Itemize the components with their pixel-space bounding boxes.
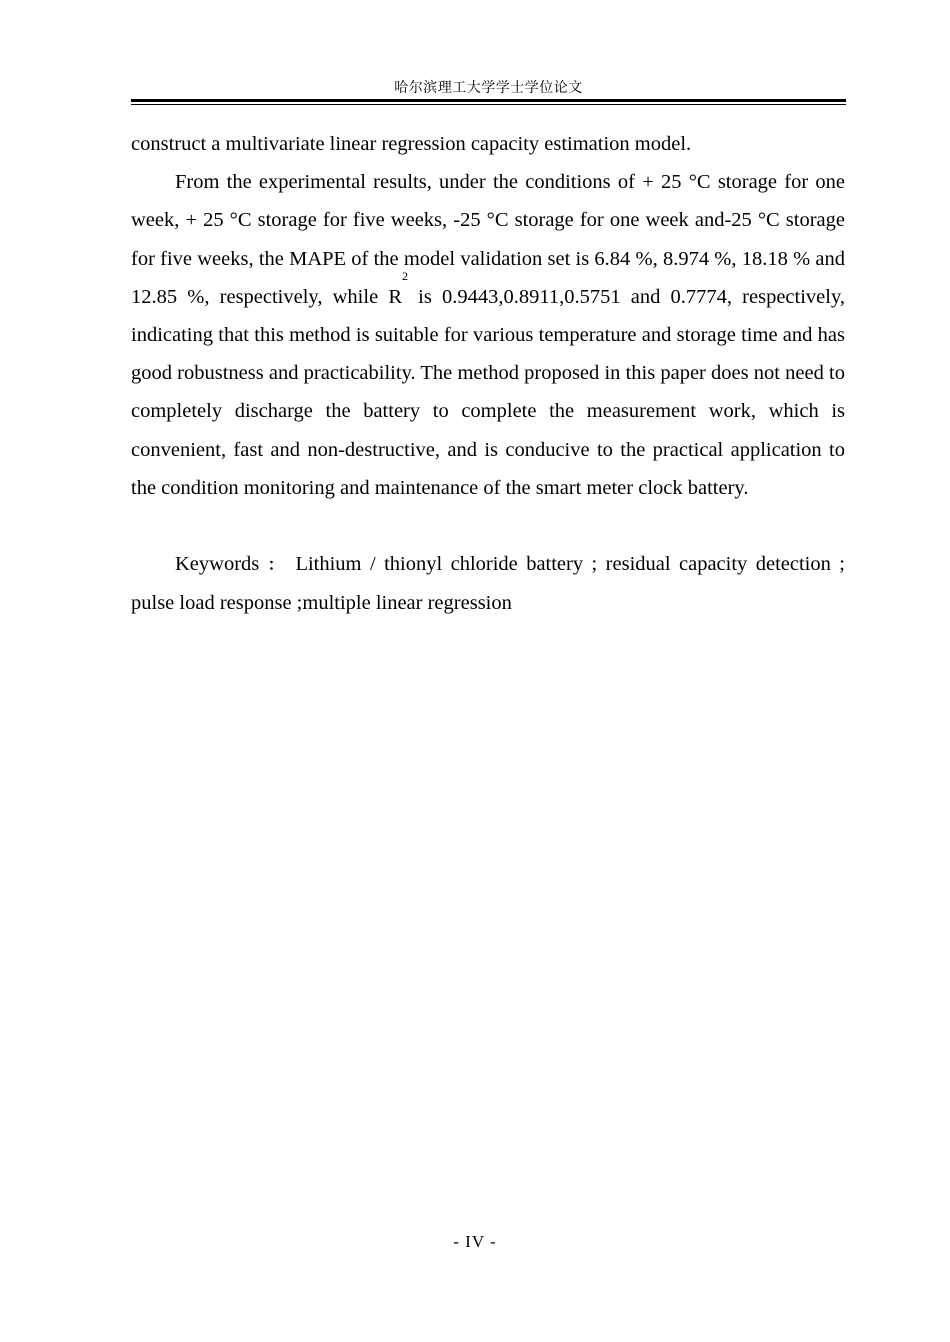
- paragraph-results: [131, 163, 845, 507]
- running-header-title: 哈尔滨理工大学学士学位论文: [394, 80, 583, 96]
- r-squared-superscript: 2: [402, 268, 408, 283]
- keywords-list: Lithium / thionyl chloride battery ; residual capacity detection ; pulse load response ;multiple linear regression: [131, 553, 845, 615]
- page-number: - IV -: [453, 1232, 497, 1251]
- keywords-label: Keywords: [175, 553, 260, 576]
- paragraph-continuation: construct a multivariate linear regression capacity estimation model.: [131, 133, 692, 155]
- header-rule-thin: [131, 104, 846, 105]
- paragraph-spacer: [131, 507, 845, 545]
- keywords-paragraph: [131, 545, 845, 622]
- header-rule-thick: [131, 99, 846, 102]
- main-body-text: [131, 125, 845, 623]
- results-text-part1: From the experimental results, under the conditions of + 25 °C storage for one week, + 25 °C storage for five weeks, -25 °C storage for one week and-25 °C storage for five weeks, the MAPE of the model validation set is 6.84 %, 8.974 %, 18.18 % and 12.85 %, respectively, while R: [131, 171, 845, 308]
- keywords-colon: ：: [267, 555, 288, 575]
- results-text-part2: is 0.9443,0.8911,0.5751 and 0.7774, respectively, indicating that this method is suitable for various temperature and storage time and has good robustness and practicability. The method proposed in this paper does not need to completely discharge the battery to complete the measurement work, which is convenient, fast and non-destructive, and is conducive to the practical application to the condition monitoring and maintenance of the smart meter clock battery.: [131, 285, 845, 499]
